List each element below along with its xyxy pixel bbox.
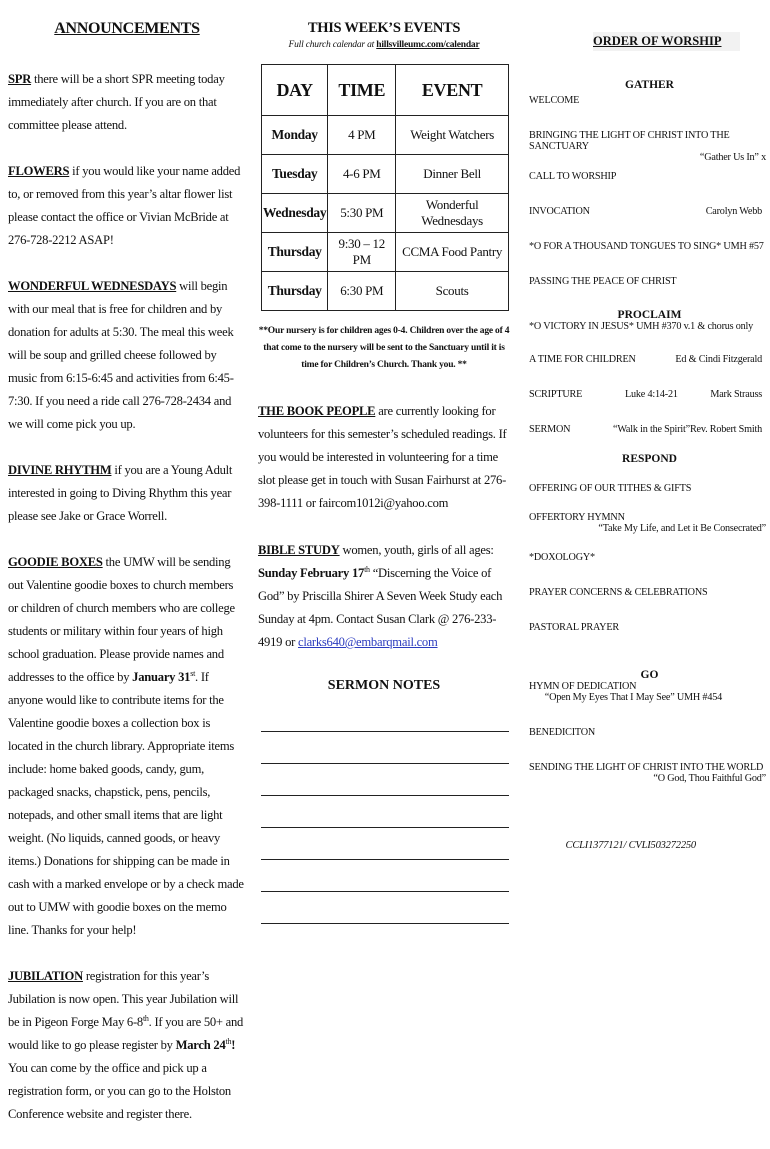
- offertory-hymn-item: OFFERTORY HYMNN: [529, 512, 625, 523]
- bible-study-title: BIBLE STUDY: [258, 543, 340, 557]
- scripture-item: SCRIPTURE Luke 4:14-21 Mark Strauss: [529, 389, 762, 400]
- invocation-item: INVOCATION Carolyn Webb: [529, 206, 762, 217]
- row-event: Dinner Bell: [396, 155, 509, 194]
- scripture-reference: Luke 4:14-21: [625, 389, 678, 400]
- spr-announcement: SPR there will be a short SPR meeting today immediately after church. If you are on that committee please attend.: [8, 72, 225, 132]
- row-event: Weight Watchers: [396, 116, 509, 155]
- offertory-song: “Take My Life, and Let it Be Consecrated”: [598, 523, 766, 534]
- table-row: [262, 116, 509, 155]
- pastoral-prayer-item: PASTORAL PRAYER: [529, 622, 619, 633]
- flowers-announcement: FLOWERS if you would like your name added to, or removed from this year’s altar flower list please contact the office or Vivian McBride at 276-728-2212 ASAP!: [8, 164, 241, 247]
- note-line: [261, 764, 509, 796]
- row-day: Thursday: [262, 272, 328, 311]
- row-event: CCMA Food Pantry: [396, 233, 509, 272]
- bringing-song: “Gather Us In” x: [699, 152, 766, 163]
- table-row: [262, 233, 509, 272]
- children-time-item: A TIME FOR CHILDREN Ed & Cindi Fitzgerald: [529, 354, 762, 365]
- note-line: [261, 828, 509, 860]
- row-event: Scouts: [396, 272, 509, 311]
- events-table-header: [262, 65, 509, 116]
- spr-title: SPR: [8, 72, 32, 86]
- column-time: TIME: [328, 65, 396, 116]
- email-link[interactable]: clarks640@embarqmail.com: [297, 635, 438, 649]
- divine-rhythm-announcement: DIVINE RHYTHM if you are a Young Adult interested in going to Diving Rhythm this year please see Jake or Grace Worrell.: [8, 463, 233, 523]
- offering-item: OFFERING OF OUR TITHES & GIFTS: [529, 483, 692, 494]
- column-event: EVENT: [396, 65, 509, 116]
- sermon-title: “Walk in the Spirit”: [613, 424, 690, 435]
- notices-area: [258, 400, 510, 654]
- invocation-leader: Carolyn Webb: [705, 206, 762, 217]
- row-day: Thursday: [262, 233, 328, 272]
- dedication-hymn-item: HYMN OF DEDICATION: [529, 681, 637, 692]
- hymn-item: *O FOR A THOUSAND TONGUES TO SING* UMH #57: [529, 241, 764, 252]
- go-section: GO: [640, 669, 659, 681]
- respond-section: RESPOND: [622, 453, 677, 465]
- table-row: [262, 155, 509, 194]
- goodie-boxes-announcement: GOODIE BOXES the UMW will be sending out Valentine goodie boxes to church members or children of church members who are college students or military within four years of high school graduation. Please provide names and addresses to the office by January 31st. If anyone would like to contribute items for the Valentine goodie boxes a collection box is located in the church library. Appropriate items include: home baked goods, candy, gum, packaged snacks, chapstick, pens, pencils, notepads, and other small items that are light weight. (No liquids, canned goods, or heavy items.) Donations for shipping can be made in cash with a marked envelope or by a check made out to UMW with goodie boxes on the memo line. Thanks for your help!: [8, 555, 244, 937]
- call-to-worship-item: CALL TO WORSHIP: [529, 171, 617, 182]
- bringing-light-item: BRINGING THE LIGHT OF CHRIST INTO THE SANCTUARY: [529, 130, 730, 152]
- sermon-preacher: Rev. Robert Smith: [689, 424, 762, 435]
- goodie-title: GOODIE BOXES: [8, 555, 103, 569]
- row-time: 9:30 – 12 PM: [328, 233, 396, 272]
- announcements-header: ANNOUNCEMENTS: [54, 20, 200, 37]
- divine-title: DIVINE RHYTHM: [8, 463, 112, 477]
- note-line: [261, 892, 509, 924]
- table-row: [262, 272, 509, 311]
- row-day: Monday: [262, 116, 328, 155]
- worship-column: [529, 32, 770, 851]
- announcements-column: [8, 20, 246, 1149]
- calendar-note: Full church calendar at hillsvilleumc.com/calendar: [288, 40, 480, 50]
- book-people-notice: THE BOOK PEOPLE are currently looking for volunteers for this semester’s scheduled readings. If you would be interested in volunteering for a time slot please get in touch with Susan Fairhurst at 276-398-1111 or faircom1012i@yahoo.com: [258, 404, 507, 510]
- sending-light-item: SENDING THE LIGHT OF CHRIST INTO THE WORLD: [529, 762, 764, 773]
- row-time: 4-6 PM: [328, 155, 396, 194]
- jubilation-announcement: JUBILATION registration for this year’s Jubilation is now open. This year Jubilation will be in Pigeon Forge May 6-8th. If you are 50+ and would like to go please register by March 24th! You can come by the office and pick up a registration form, or you can go to the Holston Conference website and register there.: [8, 969, 244, 1121]
- note-line: [261, 860, 509, 892]
- prayer-concerns-item: PRAYER CONCERNS & CELEBRATIONS: [529, 587, 708, 598]
- events-column: [258, 20, 510, 924]
- doxology-item: *DOXOLOGY*: [529, 552, 595, 563]
- sermon-item: SERMON “Walk in the Spirit” Rev. Robert Smith: [529, 424, 762, 435]
- sermon-notes-header: SERMON NOTES: [327, 678, 441, 693]
- note-line: [261, 796, 509, 828]
- row-event: Wonderful Wednesdays: [396, 194, 509, 233]
- dedication-song: “Open My Eyes That I May See” UMH #454: [544, 692, 722, 703]
- events-table: [261, 64, 509, 311]
- note-line: [261, 700, 509, 732]
- passing-peace-item: PASSING THE PEACE OF CHRIST: [529, 276, 677, 287]
- welcome-item: WELCOME: [529, 95, 580, 106]
- scripture-reader: Mark Strauss: [710, 389, 762, 400]
- row-day: Tuesday: [262, 155, 328, 194]
- sermon-notes-lines: [258, 700, 510, 924]
- benediction-item: BENEDICITON: [529, 727, 596, 738]
- worship-header: ORDER OF WORSHIP: [593, 32, 740, 51]
- nursery-note: **Our nursery is for children ages 0-4. Children over the age of 4 that come to the nursery will be sent to the Sanctuary until it is time for Children’s Church. Thank you. **: [258, 326, 510, 370]
- wonderful-wednesdays-announcement: WONDERFUL WEDNESDAYS will begin with our meal that is free for children and by donation for adults at 5:30. The meal this week will be soup and grilled cheese followed by music from 6:15-6:45 and activities from 6:45-7:30. If you need a ride call 276-728-2434 and we will come pick you up.: [8, 279, 234, 431]
- note-line: [261, 732, 509, 764]
- proclaim-section: PROCLAIM: [617, 309, 682, 321]
- row-time: 5:30 PM: [328, 194, 396, 233]
- children-leaders: Ed & Cindi Fitzgerald: [675, 354, 762, 365]
- calendar-link[interactable]: hillsvilleumc.com/calendar: [376, 40, 480, 50]
- wonderful-title: WONDERFUL WEDNESDAYS: [8, 279, 177, 293]
- events-header: THIS WEEK’S EVENTS: [307, 20, 461, 36]
- jubilation-title: JUBILATION: [8, 969, 83, 983]
- column-day: DAY: [262, 65, 328, 116]
- flowers-title: FLOWERS: [8, 164, 70, 178]
- table-row: [262, 194, 509, 233]
- row-time: 4 PM: [328, 116, 396, 155]
- gather-section: GATHER: [625, 79, 674, 91]
- ccli-license: CCLI1377121/ CVLI503272250: [565, 840, 696, 851]
- victory-hymn-item: *O VICTORY IN JESUS* UMH #370 v.1 & chorus only: [529, 321, 754, 332]
- bible-study-notice: BIBLE STUDY women, youth, girls of all ages: Sunday February 17th “Discerning the Voice of God” by Priscilla Shirer A Seven Week Study each Sunday at 4pm. Contact Susan Clark @ 276-233-4919 or clarks640@embarqmail.com: [258, 543, 503, 649]
- row-time: 6:30 PM: [328, 272, 396, 311]
- book-people-title: THE BOOK PEOPLE: [258, 404, 376, 418]
- sending-song: “O God, Thou Faithful God”: [653, 773, 766, 784]
- row-day: Wednesday: [262, 194, 328, 233]
